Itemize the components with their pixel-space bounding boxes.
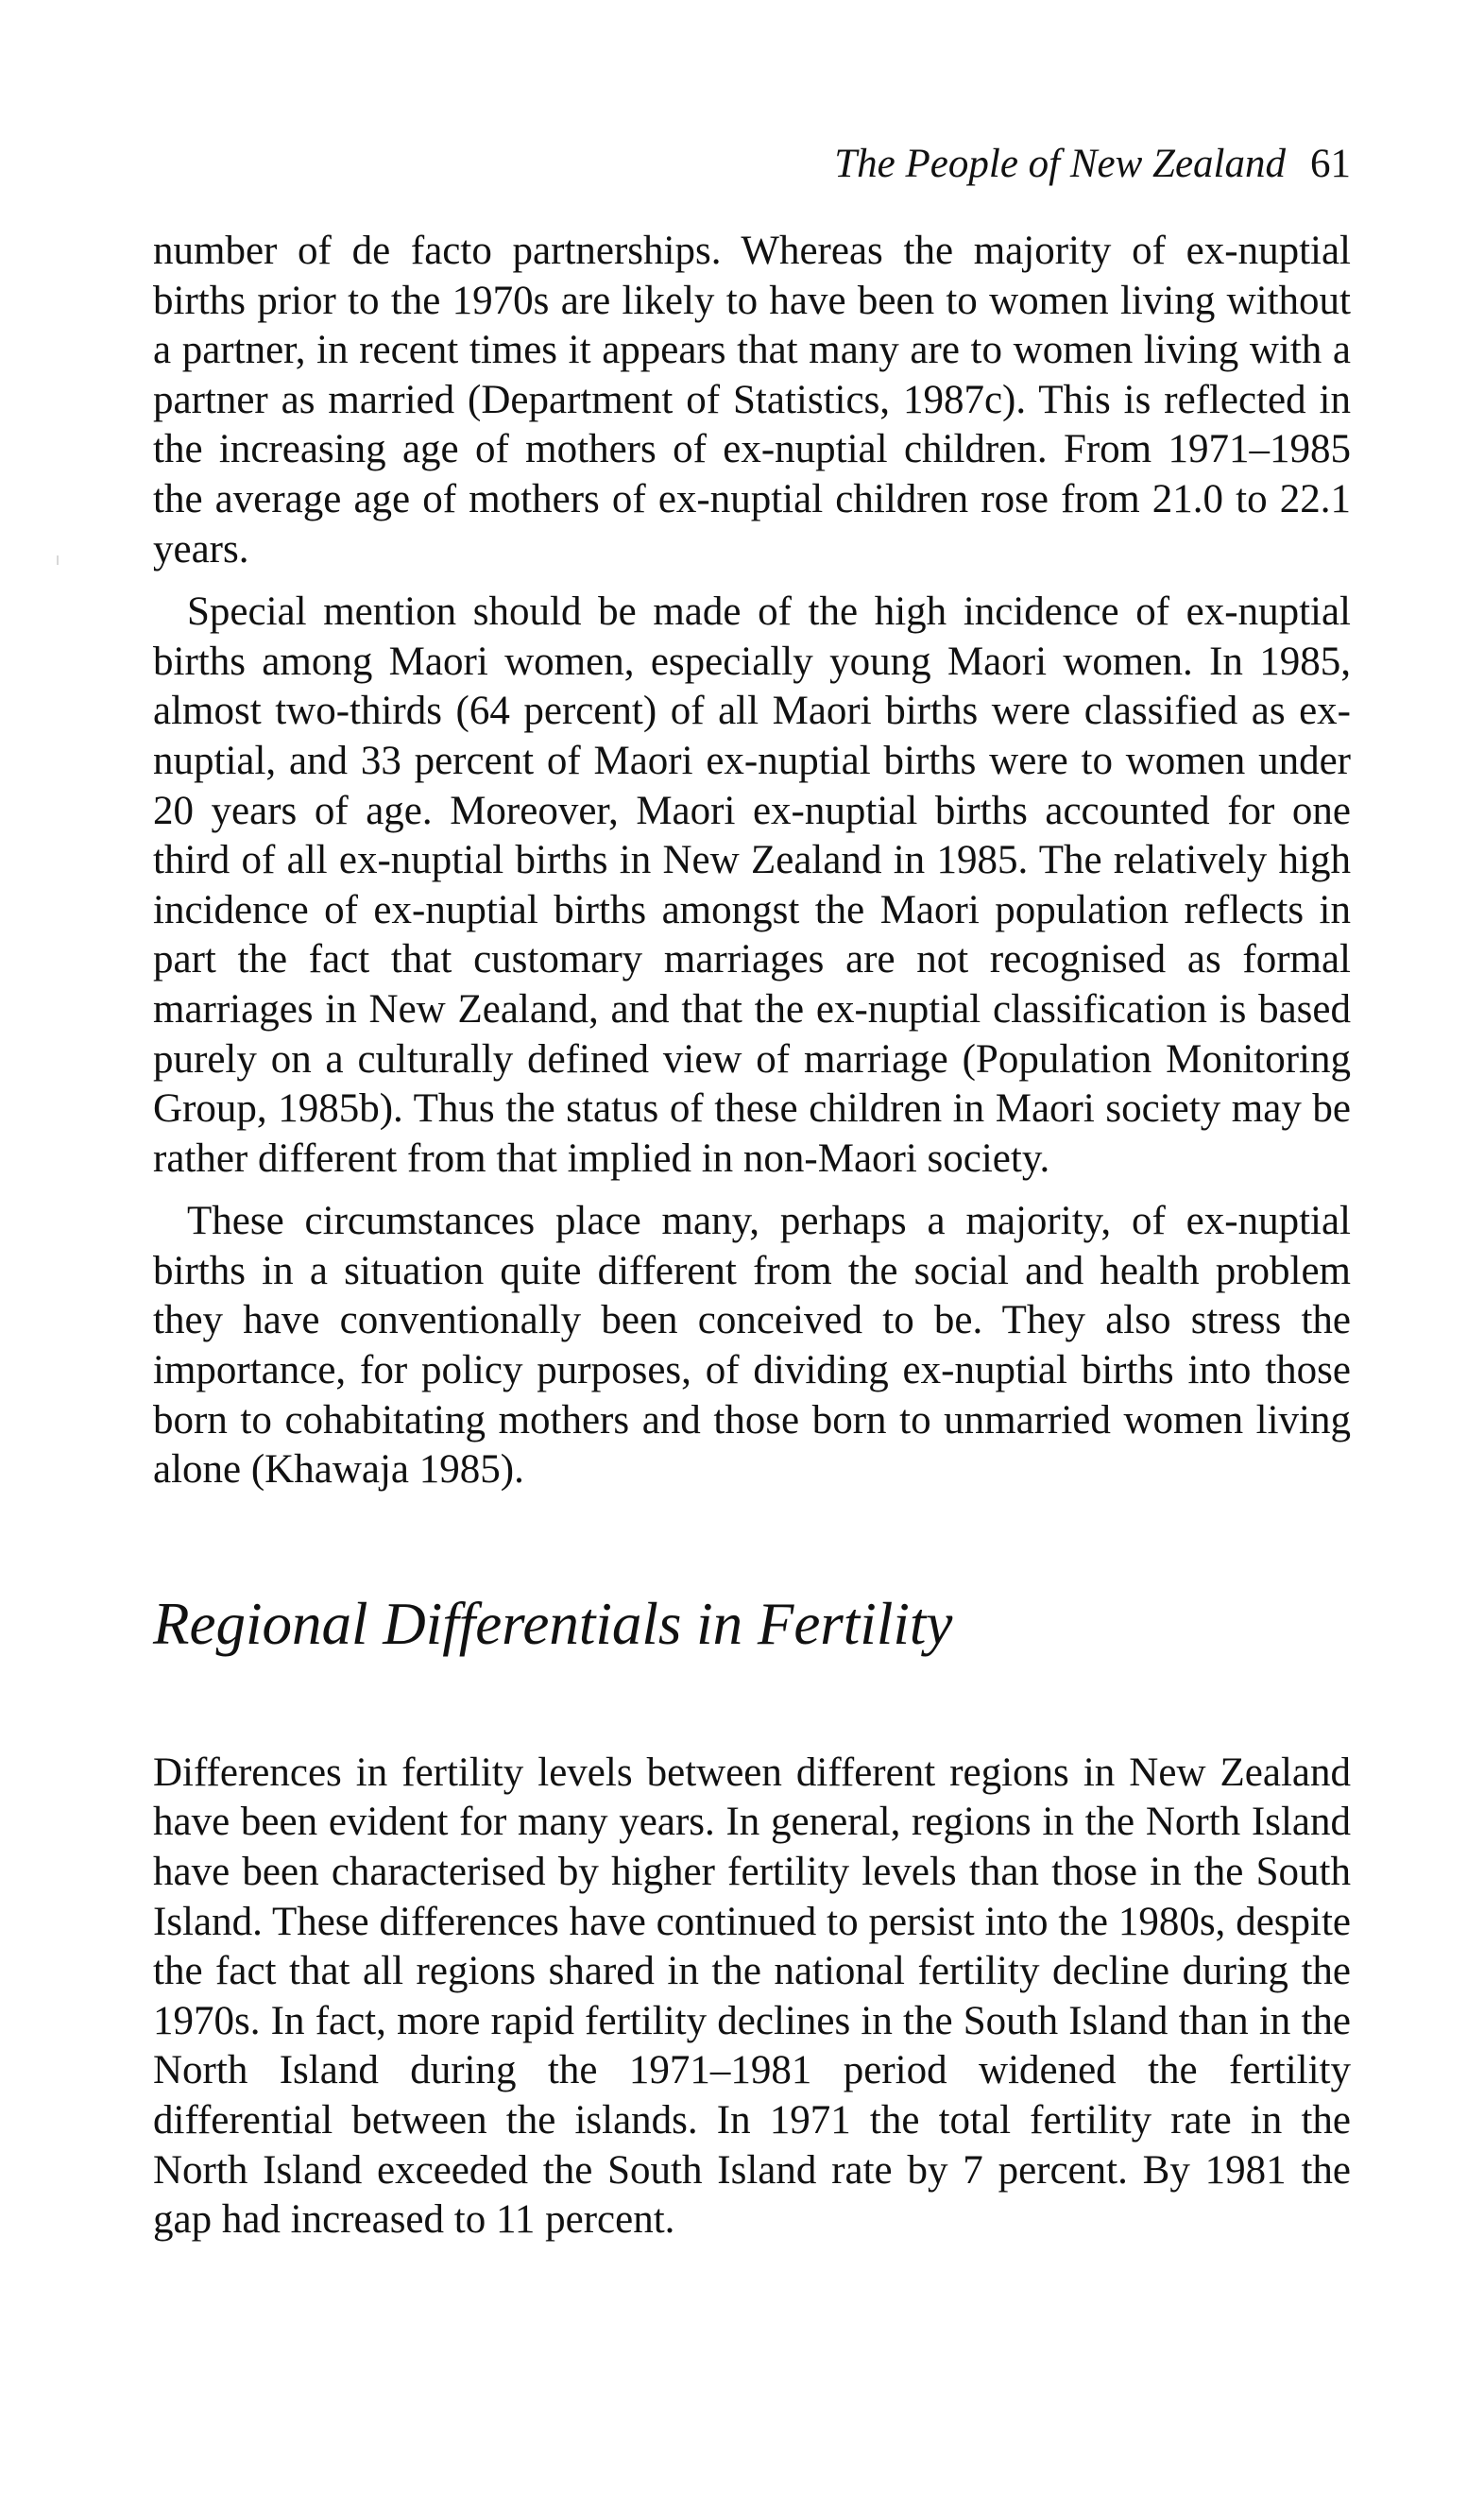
running-head xyxy=(153,140,1351,189)
running-head-title: The People of New Zealand xyxy=(834,142,1286,186)
paragraph-circumstances: These circumstances place many, perhaps a majority, of ex-nuptial births in a situation quite different from the social and health problem they have conventionally been conceived to be. They also stress the importance, for policy purposes, of dividing ex-nuptial births into those born to cohabitating mothers and those born to unmarried women living alone (Khawaja 1985). xyxy=(153,1199,1351,1493)
paragraph-regional-differences: Differences in fertility levels between different regions in New Zealand have been evident for many years. In general, regions in the North Island have been characterised by higher fertility levels than those in the South Island. These differences have continued to persist into the 1980s, despite the fact that all regions shared in the national fertility decline during the 1970s. In fact, more rapid fertility declines in the South Island than in the North Island during the 1971–1981 period widened the fertility differential between the islands. In 1971 the total fertility rate in the North Island exceeded the South Island rate by 7 percent. By 1981 the gap had increased to 11 percent. xyxy=(153,1750,1351,2243)
page-number: 61 xyxy=(1310,142,1351,186)
paragraph-continued: number of de facto partnerships. Whereas the majority of ex-nuptial births prior to the 1970s are likely to have been to women living without a partner, in recent times it appears that many are to women living with a partner as married (Department of Statistics, 1987c). This is reflected in the increasing age of mothers of ex-nuptial children. From 1971–1985 the average age of mothers of ex-nuptial children rose from 21.0 to 22.1 years. xyxy=(153,229,1351,572)
paragraph-maori-births: Special mention should be made of the high incidence of ex-nuptial births among Maori women, especially young Maori women. In 1985, almost two-thirds (64 percent) of all Maori births were classified as ex-nuptial, and 33 percent of Maori ex-nuptial births were to women under 20 years of age. Moreover, Maori ex-nuptial births accounted for one third of all ex-nuptial births in New Zealand in 1985. The relatively high incidence of ex-nuptial births amongst the Maori population reflects in part the fact that customary marriages are not recognised as formal marriages in New Zealand, and that the ex-nuptial classification is based purely on a culturally defined view of marriage (Population Monitoring Group, 1985b). Thus the status of these children in Maori society may be rather different from that implied in non-Maori society. xyxy=(153,589,1351,1181)
scan-mark xyxy=(57,555,59,565)
body-text xyxy=(153,227,1351,2245)
section-heading: Regional Differentials in Fertility xyxy=(153,1590,953,1657)
